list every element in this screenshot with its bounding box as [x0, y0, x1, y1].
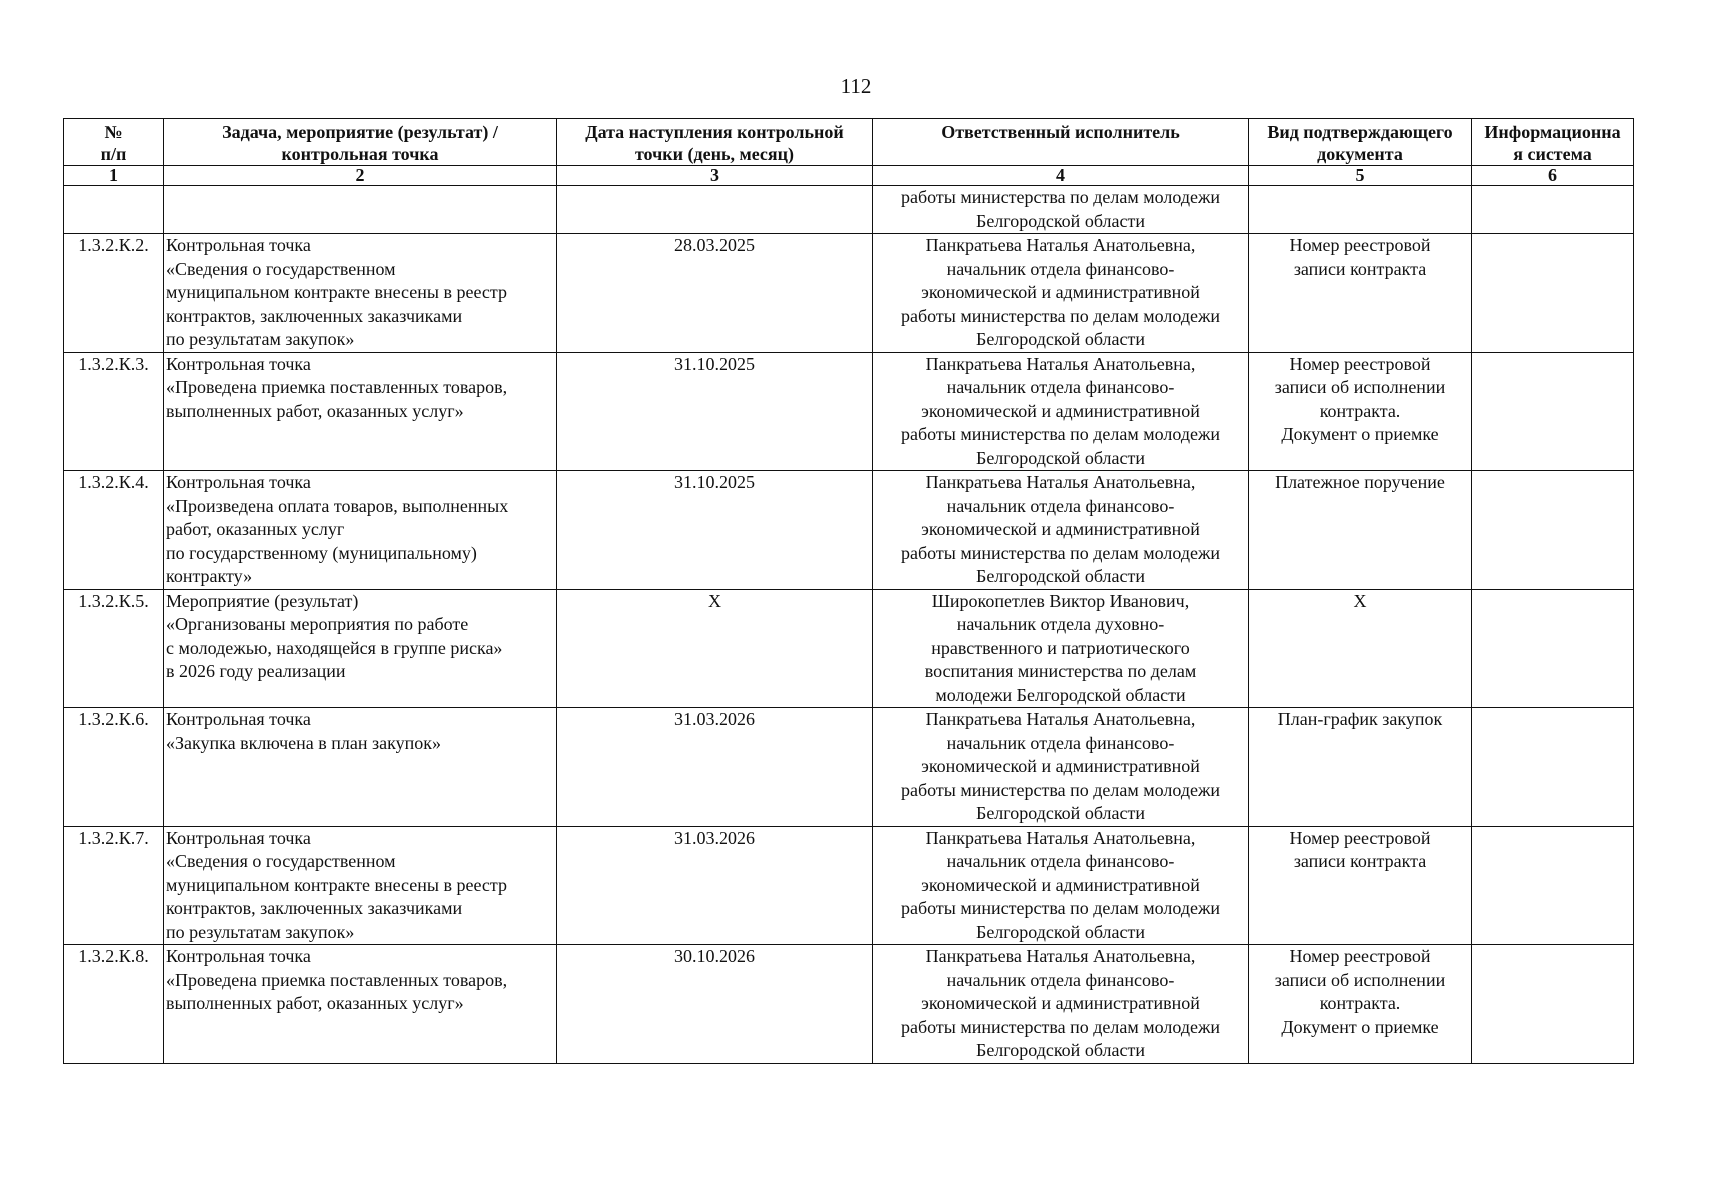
- text-line: работы министерства по делам молодежи: [900, 187, 1221, 207]
- text-line: работы министерства по делам молодежи: [900, 424, 1221, 444]
- row-number: 1.3.2.К.7.: [64, 826, 164, 945]
- responsible-cell: [873, 234, 1249, 353]
- header-col-date: [557, 119, 873, 166]
- text-line: документа: [1317, 144, 1403, 164]
- text-line: экономической и административной: [921, 756, 1200, 776]
- table-row: [64, 186, 1634, 234]
- text-line: контракту»: [166, 566, 253, 586]
- row-number: 1.3.2.К.3.: [64, 352, 164, 471]
- document-cell: [1249, 589, 1472, 708]
- text-line: Белгородской области: [975, 921, 1145, 942]
- text-line: План-график закупок: [1277, 709, 1443, 729]
- text-line: начальник отдела финансово-: [946, 851, 1175, 871]
- document-cell: [1249, 352, 1472, 471]
- text-line: экономической и административной: [921, 519, 1200, 539]
- header-col-system: [1472, 119, 1634, 166]
- date-cell: [557, 186, 873, 234]
- table-row: [64, 471, 1634, 590]
- text-line: записи контракта: [1293, 258, 1427, 279]
- responsible-cell: [873, 826, 1249, 945]
- text-line: экономической и административной: [921, 282, 1200, 302]
- document-cell: [1249, 471, 1472, 590]
- text-line: с молодежью, находящейся в группе риска»: [166, 637, 503, 658]
- text-line: работы министерства по делам молодежи: [900, 1016, 1221, 1037]
- responsible-cell: [873, 471, 1249, 590]
- text-line: Номер реестровой: [1289, 946, 1431, 966]
- text-line: контрактов, заключенных заказчиками: [166, 305, 463, 326]
- text-line: Панкратьева Наталья Анатольевна,: [925, 235, 1196, 255]
- responsible-cell: [873, 352, 1249, 471]
- text-line: Контрольная точка: [166, 709, 311, 729]
- text-line: Контрольная точка: [166, 235, 311, 255]
- table-row: [64, 589, 1634, 708]
- text-line: начальник отдела финансово-: [946, 969, 1175, 990]
- column-number: 6: [1472, 166, 1634, 186]
- date-cell: X: [557, 589, 873, 708]
- text-line: Контрольная точка: [166, 827, 311, 848]
- text-line: Белгородской области: [975, 447, 1145, 468]
- text-line: X: [1353, 590, 1367, 611]
- task-cell: [164, 826, 557, 945]
- text-line: начальник отдела финансово-: [946, 377, 1175, 397]
- text-line: Мероприятие (результат): [166, 590, 359, 611]
- document-cell: [1249, 234, 1472, 353]
- responsible-cell: [873, 589, 1249, 708]
- table-row: [64, 826, 1634, 945]
- column-numbers-row: [64, 166, 1634, 186]
- date-cell: 31.03.2026: [557, 826, 873, 945]
- task-cell: [164, 589, 557, 708]
- text-line: Белгородской области: [975, 1040, 1145, 1060]
- table-row: [64, 234, 1634, 353]
- text-line: экономической и административной: [921, 993, 1200, 1013]
- text-line: Платежное поручение: [1275, 472, 1445, 492]
- date-cell: 31.10.2025: [557, 471, 873, 590]
- row-number: 1.3.2.К.6.: [64, 708, 164, 827]
- text-line: экономической и административной: [921, 400, 1200, 421]
- system-cell: [1472, 186, 1634, 234]
- date-cell: 31.03.2026: [557, 708, 873, 827]
- date-cell: 30.10.2026: [557, 945, 873, 1064]
- system-cell: [1472, 234, 1634, 353]
- row-number: [64, 186, 164, 234]
- table-row: [64, 945, 1634, 1064]
- task-cell: [164, 471, 557, 590]
- text-line: «Сведения о государственном: [166, 258, 396, 279]
- text-line: выполненных работ, оказанных услуг»: [166, 400, 464, 421]
- column-number: 3: [557, 166, 873, 186]
- task-cell: [164, 234, 557, 353]
- text-line: воспитания министерства по делам: [924, 661, 1197, 681]
- text-line: контракта.: [1319, 993, 1401, 1013]
- text-line: Документ о приемке: [1281, 424, 1439, 444]
- header-col-document: [1249, 119, 1472, 166]
- row-number: 1.3.2.К.2.: [64, 234, 164, 353]
- text-line: записи об исполнении: [1274, 377, 1446, 397]
- control-points-table: [63, 118, 1634, 1064]
- text-line: Белгородской области: [975, 566, 1145, 586]
- text-line: начальник отдела финансово-: [946, 258, 1175, 279]
- text-line: «Проведена приемка поставленных товаров,: [166, 377, 508, 397]
- system-cell: [1472, 708, 1634, 827]
- text-line: Панкратьева Наталья Анатольевна,: [925, 946, 1196, 966]
- header-row: [64, 119, 1634, 166]
- page-number: 112: [840, 74, 872, 98]
- text-line: Панкратьева Наталья Анатольевна,: [925, 472, 1196, 492]
- text-line: Номер реестровой: [1289, 827, 1431, 848]
- text-line: Контрольная точка: [166, 353, 311, 374]
- text-line: муниципальном контракте внесены в реестр: [166, 874, 507, 895]
- text-line: Дата наступления контрольной: [585, 122, 844, 142]
- system-cell: [1472, 352, 1634, 471]
- text-line: контрактов, заключенных заказчиками: [166, 898, 463, 918]
- column-number: 5: [1249, 166, 1472, 186]
- text-line: Контрольная точка: [166, 472, 311, 492]
- text-line: молодежи Белгородской области: [935, 684, 1186, 705]
- text-line: №: [104, 122, 123, 142]
- responsible-cell: [873, 708, 1249, 827]
- text-line: «Организованы мероприятия по работе: [166, 614, 469, 634]
- text-line: «Проведена приемка поставленных товаров,: [166, 969, 508, 990]
- text-line: «Закупка включена в план закупок»: [166, 732, 441, 753]
- text-line: начальник отдела духовно-: [956, 614, 1165, 634]
- system-cell: [1472, 471, 1634, 590]
- row-number: 1.3.2.К.8.: [64, 945, 164, 1064]
- task-cell: [164, 945, 557, 1064]
- text-line: Номер реестровой: [1289, 235, 1431, 255]
- text-line: работ, оказанных услуг: [166, 519, 345, 539]
- text-line: Контрольная точка: [166, 946, 311, 966]
- header-col-task: [164, 119, 557, 166]
- text-line: работы министерства по делам молодежи: [900, 898, 1221, 918]
- date-cell: 28.03.2025: [557, 234, 873, 353]
- document-cell: [1249, 826, 1472, 945]
- system-cell: [1472, 589, 1634, 708]
- system-cell: [1472, 945, 1634, 1064]
- text-line: Вид подтверждающего: [1267, 122, 1453, 142]
- table-row: [64, 352, 1634, 471]
- text-line: Белгородской области: [975, 803, 1145, 823]
- text-line: Информационна: [1484, 122, 1621, 142]
- date-cell: 31.10.2025: [557, 352, 873, 471]
- column-number: 2: [164, 166, 557, 186]
- text-line: по результатам закупок»: [166, 921, 355, 942]
- text-line: Белгородской области: [975, 210, 1145, 231]
- text-line: по результатам закупок»: [166, 329, 355, 349]
- text-line: записи об исполнении: [1274, 969, 1446, 990]
- text-line: Задача, мероприятие (результат) /: [222, 122, 498, 142]
- document-cell: [1249, 708, 1472, 827]
- text-line: начальник отдела финансово-: [946, 732, 1175, 753]
- column-number: 1: [64, 166, 164, 186]
- header-col-responsible: [873, 119, 1249, 166]
- text-line: п/п: [100, 144, 127, 164]
- text-line: Панкратьева Наталья Анатольевна,: [925, 827, 1196, 848]
- text-line: в 2026 году реализации: [166, 661, 346, 681]
- text-line: Номер реестровой: [1289, 353, 1431, 374]
- row-number: 1.3.2.К.5.: [64, 589, 164, 708]
- task-cell: [164, 708, 557, 827]
- text-line: экономической и административной: [921, 874, 1200, 895]
- header-col-number: [64, 119, 164, 166]
- row-number: 1.3.2.К.4.: [64, 471, 164, 590]
- text-line: записи контракта: [1293, 851, 1427, 871]
- column-number: 4: [873, 166, 1249, 186]
- text-line: работы министерства по делам молодежи: [900, 305, 1221, 326]
- document-cell: [1249, 186, 1472, 234]
- text-line: Панкратьева Наталья Анатольевна,: [925, 353, 1196, 374]
- text-line: контрольная точка: [281, 144, 439, 164]
- text-line: Белгородской области: [975, 329, 1145, 349]
- table-row: [64, 708, 1634, 827]
- text-line: контракта.: [1319, 400, 1401, 421]
- text-line: я система: [1513, 144, 1592, 164]
- text-line: по государственному (муниципальному): [166, 542, 477, 563]
- text-line: муниципальном контракте внесены в реестр: [166, 282, 507, 302]
- text-line: Ответственный исполнитель: [941, 122, 1180, 142]
- text-line: работы министерства по делам молодежи: [900, 779, 1221, 800]
- text-line: выполненных работ, оказанных услуг»: [166, 993, 464, 1013]
- task-cell: [164, 352, 557, 471]
- text-line: «Сведения о государственном: [166, 851, 396, 871]
- text-line: «Произведена оплата товаров, выполненных: [166, 495, 509, 516]
- responsible-cell: [873, 186, 1249, 234]
- text-line: точки (день, месяц): [634, 144, 795, 164]
- system-cell: [1472, 826, 1634, 945]
- document-cell: [1249, 945, 1472, 1064]
- text-line: Панкратьева Наталья Анатольевна,: [925, 709, 1196, 729]
- text-line: Документ о приемке: [1281, 1016, 1439, 1037]
- text-line: нравственного и патриотического: [931, 637, 1190, 658]
- responsible-cell: [873, 945, 1249, 1064]
- text-line: начальник отдела финансово-: [946, 495, 1175, 516]
- text-line: Широкопетлев Виктор Иванович,: [931, 590, 1190, 611]
- text-line: работы министерства по делам молодежи: [900, 542, 1221, 563]
- task-cell: [164, 186, 557, 234]
